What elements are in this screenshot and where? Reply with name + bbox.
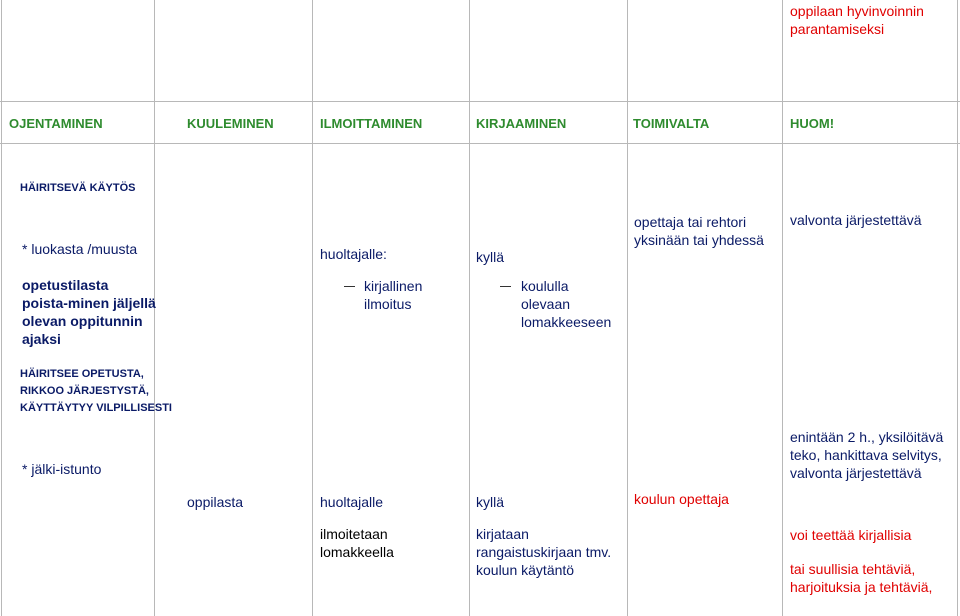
detail-line: kirjallinen	[364, 278, 423, 294]
detail-line: teko, hankittava selvitys,	[790, 447, 942, 463]
detail-line: ilmoitus	[364, 296, 412, 312]
section1-huom: valvonta järjestettävä	[790, 212, 922, 228]
table-border-right	[957, 0, 958, 616]
detail-line: poista-minen jäljellä	[22, 295, 156, 311]
section2-toimivalta: koulun opettaja	[634, 491, 729, 507]
row-divider	[0, 143, 960, 144]
bullet-dash	[344, 286, 355, 287]
table-border-left	[1, 0, 2, 616]
section2-huom-detail1: voi teettää kirjallisia	[790, 527, 912, 543]
detail-line: valvonta järjestettävä	[790, 465, 922, 481]
detail-line: olevaan	[521, 296, 571, 312]
detail-line: koululla	[521, 278, 569, 294]
header-toimivalta: TOIMIVALTA	[633, 116, 710, 131]
section2-kuuleminen: oppilasta	[187, 494, 244, 510]
column-divider	[469, 0, 470, 616]
section2-huom-detail2	[790, 560, 932, 596]
header-kirjaaminen: KIRJAAMINEN	[476, 116, 567, 131]
detail-line: rangaistuskirjaan tmv.	[476, 544, 612, 560]
header-ojentaminen: OJENTAMINEN	[9, 116, 103, 131]
detail-line: olevan oppitunnin	[22, 313, 143, 329]
detail-line: tai suullisia tehtäviä,	[790, 561, 916, 577]
section1-ojentaminen: * luokasta /muusta	[22, 241, 138, 257]
detail-line: enintään 2 h., yksilöitävä	[790, 429, 944, 445]
top-note-line1: oppilaan hyvinvoinnin	[790, 3, 924, 19]
section2-ojentaminen: * jälki-istunto	[22, 461, 102, 477]
top-note	[790, 2, 924, 38]
header-kuuleminen: KUULEMINEN	[187, 116, 274, 131]
header-huom: HUOM!	[790, 116, 835, 131]
detail-line: lomakkeella	[320, 544, 394, 560]
title-line: RIKKOO JÄRJESTYSTÄ,	[20, 385, 149, 397]
section2-title	[20, 366, 172, 417]
column-divider	[627, 0, 628, 616]
top-note-line2: parantamiseksi	[790, 21, 885, 37]
section2-ilmoittaminen-detail	[320, 525, 394, 561]
bullet-dash	[500, 286, 511, 287]
column-divider	[782, 0, 783, 616]
section1-toimivalta-line1: opettaja tai rehtori	[634, 214, 747, 230]
detail-line: ajaksi	[22, 331, 61, 347]
section1-ilmoittaminen-detail	[364, 277, 422, 313]
title-line: HÄIRITSEE OPETUSTA,	[20, 368, 144, 380]
section1-kirjaaminen-detail	[521, 277, 611, 331]
column-divider	[312, 0, 313, 616]
row-divider	[0, 101, 960, 102]
detail-line: lomakkeeseen	[521, 314, 612, 330]
section2-kirjaaminen: kyllä	[476, 494, 505, 510]
section1-toimivalta	[634, 213, 764, 249]
section1-toimivalta-line2: yksinään tai yhdessä	[634, 232, 764, 248]
header-ilmoittaminen: ILMOITTAMINEN	[320, 116, 423, 131]
detail-line: ilmoitetaan	[320, 526, 388, 542]
section1-ilmoittaminen: huoltajalle:	[320, 246, 387, 262]
detail-line: kirjataan	[476, 526, 529, 542]
detail-line: harjoituksia ja tehtäviä,	[790, 579, 933, 595]
title-line: KÄYTTÄYTYY VILPILLISESTI	[20, 402, 172, 414]
section1-kirjaaminen: kyllä	[476, 249, 505, 265]
detail-line: opetustilasta	[22, 277, 109, 293]
section2-kirjaaminen-detail	[476, 525, 611, 579]
detail-line: koulun käytäntö	[476, 562, 575, 578]
section2-ilmoittaminen: huoltajalle	[320, 494, 384, 510]
section2-huom	[790, 428, 943, 482]
section1-title: HÄIRITSEVÄ KÄYTÖS	[20, 182, 136, 194]
section1-ojentaminen-detail	[22, 276, 156, 348]
